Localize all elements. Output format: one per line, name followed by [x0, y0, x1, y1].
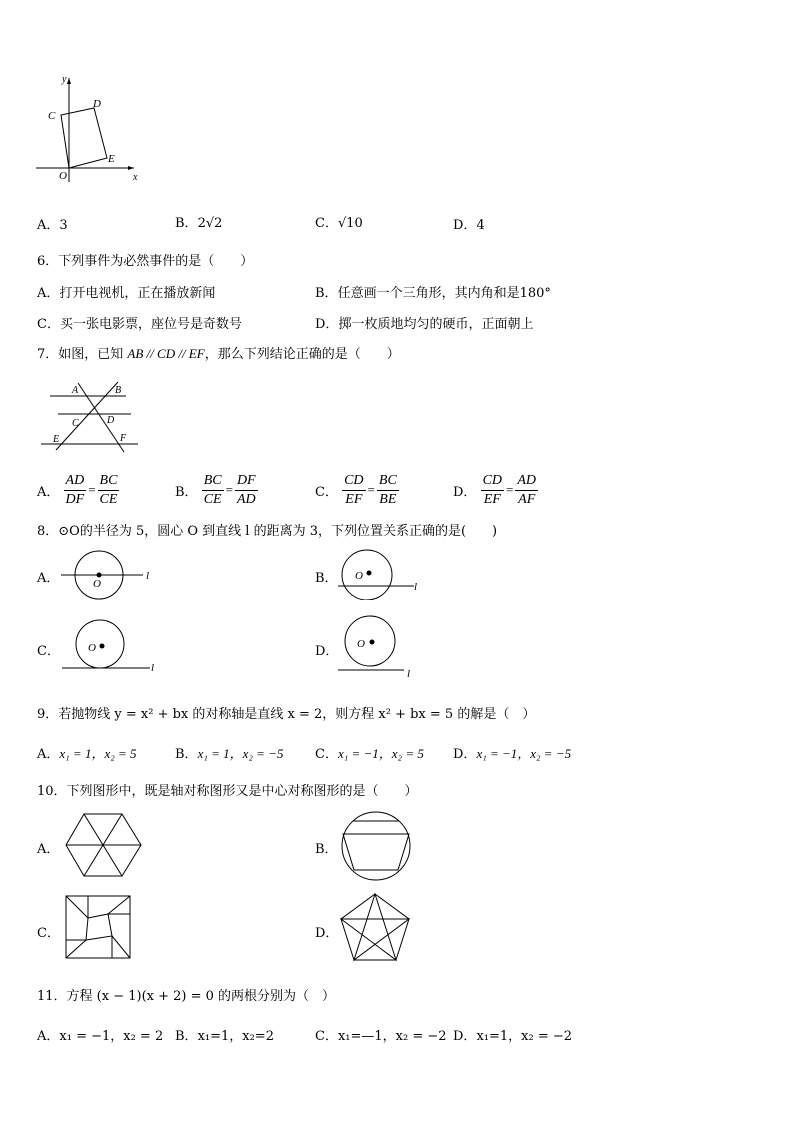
q10-option-b-label: B．	[315, 842, 338, 857]
svg-text:B: B	[115, 385, 122, 396]
q6-option-b: B．任意画一个三角形，其内角和是180°	[315, 286, 551, 301]
svg-text:O: O	[59, 170, 67, 182]
q10-stem: 10．下列图形中，既是轴对称图形又是中心对称图形的是（ ）	[37, 784, 418, 799]
svg-text:O: O	[88, 642, 96, 654]
q6-option-a: A．打开电视机，正在播放新闻	[37, 286, 216, 301]
svg-text:l: l	[414, 581, 418, 593]
q6-option-d: D．掷一枚质地均匀的硬币，正面朝上	[315, 317, 534, 332]
svg-text:E: E	[108, 153, 115, 165]
q5-option-b: B．2√2	[175, 216, 223, 231]
q11-option-d: D．x₁=1，x₂ = −2	[453, 1029, 573, 1044]
q10-option-a-hexagon-figure	[64, 812, 144, 878]
q8-stem: 8．⊙O的半径为 5，圆心 O 到直线 l 的距离为 3，下列位置关系正确的是( )	[37, 524, 498, 539]
q5-coordinate-figure	[34, 70, 144, 185]
svg-text:y: y	[62, 74, 67, 85]
q8-option-d-label: D．	[315, 644, 339, 659]
svg-text:x: x	[133, 172, 138, 183]
q7-option-a: A． $\frac{AD}{DF}$ = $\frac{BC}{CE}$	[37, 473, 118, 507]
svg-text:A: A	[72, 385, 79, 396]
q9-stem: 9．若抛物线 y = x² + bx 的对称轴是直线 x = 2，则方程 x² + bx = 5 的解是（ ）	[37, 707, 536, 722]
q10-option-a-label: A．	[37, 842, 60, 857]
q10-option-c-label: C．	[37, 926, 60, 941]
q9-option-a: A．x₁ = 1，x₂ = 5	[37, 746, 137, 762]
q5-option-a: A．3	[37, 218, 68, 233]
q10-option-c-square-figure	[64, 894, 132, 960]
q11-option-b: B．x₁=1，x₂=2	[175, 1029, 274, 1044]
q6-stem: 6．下列事件为必然事件的是（ ）	[37, 254, 254, 269]
q8-option-a-figure	[58, 550, 158, 602]
svg-text:O: O	[355, 570, 363, 582]
q5-option-d: D．4	[453, 218, 485, 233]
q7-option-b: B． $\frac{BC}{CE}$ = $\frac{DF}{AD}$	[175, 473, 256, 507]
svg-text:l: l	[407, 668, 411, 680]
q6-option-c: C．买一张电影票，座位号是奇数号	[37, 317, 242, 332]
svg-text:C: C	[48, 110, 56, 122]
q11-option-a: A．x₁ = −1，x₂ = 2	[37, 1029, 164, 1044]
q8-option-c-label: C．	[37, 644, 60, 659]
q10-option-d-label: D．	[315, 926, 339, 941]
q9-option-c: C．x₁ = −1，x₂ = 5	[315, 746, 424, 762]
q7-option-d: D． $\frac{CD}{EF}$ = $\frac{AD}{AF}$	[453, 473, 537, 507]
svg-text:l: l	[146, 570, 150, 582]
q7-stem: 7．如图，已知 AB // CD // EF，那么下列结论正确的是（ ）	[37, 346, 400, 362]
svg-text:O: O	[357, 638, 365, 650]
svg-text:D: D	[93, 98, 101, 110]
q10-option-b-circle-trapezoid-figure	[339, 810, 413, 882]
q8-option-c-figure	[60, 618, 160, 678]
svg-text:l: l	[151, 662, 155, 674]
q10-option-d-pentagram-figure	[338, 892, 412, 964]
q5-option-c: C．√10	[315, 216, 363, 231]
q8-option-a-label: A．	[37, 571, 60, 586]
q7-option-c: C． $\frac{CD}{EF}$ = $\frac{BC}{BE}$	[315, 473, 397, 507]
q9-option-b: B．x₁ = 1，x₂ = −5	[175, 746, 284, 762]
q8-option-b-figure	[336, 548, 426, 600]
svg-text:F: F	[120, 433, 127, 444]
q8-option-b-label: B．	[315, 571, 338, 586]
q11-option-c: C．x₁=—1，x₂ = −2	[315, 1029, 447, 1044]
svg-text:E: E	[53, 434, 60, 445]
q11-stem: 11．方程 (x − 1)(x + 2) = 0 的两根分别为（ ）	[37, 989, 336, 1004]
svg-text:D: D	[107, 415, 115, 426]
q9-option-d: D．x₁ = −1，x₂ = −5	[453, 746, 572, 762]
svg-text:O: O	[93, 578, 101, 590]
q8-option-d-figure	[336, 614, 436, 680]
q7-parallel-lines-figure	[38, 376, 143, 456]
svg-text:C: C	[72, 418, 79, 429]
